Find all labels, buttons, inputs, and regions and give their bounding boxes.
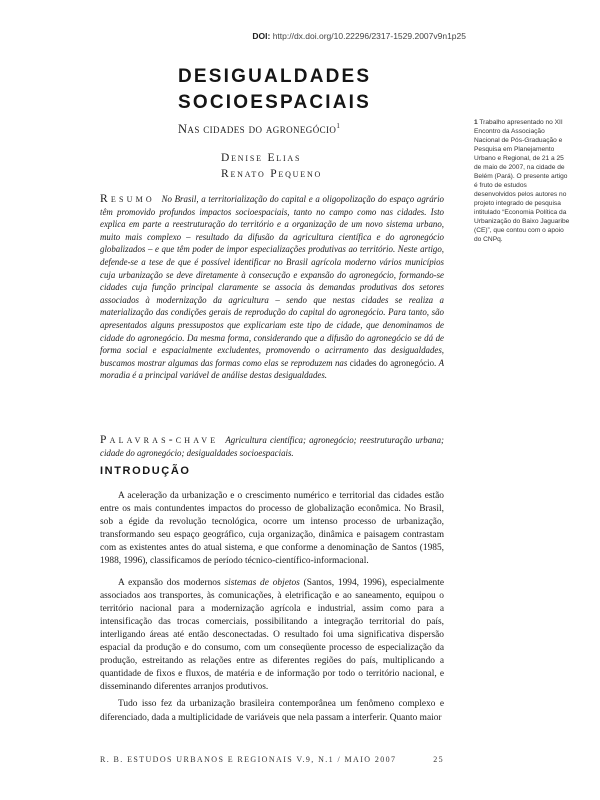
paragraph: Tudo isso fez da urbanização brasileira contemporânea um fenômeno complexo e diferenciado, dada a multiplicidade de variáveis que nela passam a interferir. Quanto maior (100, 699, 444, 723)
subtitle-text: Nas cidades do agronegócio (178, 122, 337, 137)
abstract-label: Resumo (100, 193, 155, 205)
footnote-number: 1 (474, 119, 478, 126)
paragraph-text: (Santos, 1994, 1996), especialmente associados aos transportes, às comunicações, à eletrificação e ao saneamento, equipou o território nacional para a modernização agrícola e industrial, assim como para a intensificação das trocas comerciais, possibilitando a integração territorial do país, interligando áreas até então desconectadas. O resultado foi uma significativa dispersão espacial da produção e do consumo, com um conseqüente processo de especialização da produção, estreitando as relações entre as diferentes regiões do país, multiplicando a quantidade de fixos e fluxos, de matéria e de informação por todo o território nacional, e disseminando diferentes arranjos produtivos. (100, 577, 444, 693)
title-line-1: DESIGUALDADES (178, 66, 372, 87)
author-name: Denise Elias (221, 152, 302, 164)
footnote-text: Trabalho apresentado no XII Encontro da Associação Nacional de Pós-Graduação e Pesquisa em Planejamento Urbano e Regional, de 21 a 25 de maio de 2007, na cidade de Belém (Pará). O presente artigo é fruto de estudos desenvolvidos pelos autores no projeto integrado de pesquisa intitulado “Economia Política da Urbanização do Baixo Jaguaribe (CE)”, que contou com o apoio do CNPq. (474, 119, 570, 243)
keywords-text: Agricultura científica; agronegócio; reestruturação urbana; cidade do agronegócio; desigualdades socioespaciais. (100, 435, 444, 458)
paragraph (100, 577, 444, 695)
paragraph-text: A expansão dos modernos (118, 577, 221, 588)
author-name: Renato Pequeno (221, 168, 323, 180)
abstract-text-end: A moradia é a principal variável de análise destas desigualdades. (100, 357, 445, 381)
doi-link[interactable]: http://dx.doi.org/10.22296/2317-1529.2007v9n1p25 (272, 31, 466, 41)
article-title (178, 64, 371, 116)
emphasis: sistemas de objetos (224, 577, 300, 588)
page-footer (100, 755, 444, 764)
doi-label: DOI: (252, 31, 271, 41)
section-heading: INTRODUÇÃO (100, 465, 191, 477)
footnote (474, 118, 570, 244)
abstract (100, 193, 444, 382)
footnote-marker: 1 (336, 122, 341, 130)
keywords (100, 434, 444, 459)
doi-line (252, 31, 466, 41)
paragraph: A aceleração da urbanização e o crescimento numérico e territorial das cidades estão entre os mais contundentes impactos do processo de globalização econômica. No Brasil, sob a égide da revolução tecnológica, ocorre um intenso processo de urbanização, transformando seu espaço geográfico, cuja organização, dinâmica e paisagem contrastam com as existentes antes do atual sistema, e que conforme a denominação de Santos (1985, 1988, 1996), classificamos de período técnico-científico-informacional. (100, 491, 444, 567)
article-subtitle (178, 122, 340, 137)
abstract-text: No Brasil, a territorialização do capital e a oligopolização do espaço agrário têm promovido profundos impactos socioespaciais, tanto no campo como nas cidades. Isto explica em parte a reestruturação do território e a organização de um novo sistema urbano, muito mais complexo – resultado da difusão da agricultura científica e do agronegócio globalizados – e que têm poder de impor especializações produtivas ao território. Neste artigo, defende-se a tese de que é possível identificar no Brasil agrícola moderno vários municípios cuja urbanização se deve diretamente à consecução e expansão do agronegócio, formando-se cidades cuja função principal claramente se associa às demandas produtivas dos setores associados à modernização da agricultura – sendo que nestas cidades se realiza a materialização das condições gerais de reprodução do capital do agronegócio. Para tanto, são apresentados alguns pressupostos que explicariam este tipo de cidade, que denominamos de cidade do agronegócio. Da mesma forma, considerando que a difusão do agronegócio se dá de forma social e espacialmente excludentes, promovendo o acirramento das desigualdades, buscamos mostrar algumas das formas como elas se reproduzem nas (100, 194, 444, 368)
abstract-text-plain: cidades do agronegócio. (349, 357, 437, 368)
journal-citation: R. B. ESTUDOS URBANOS E REGIONAIS V.9, N.1 / MAIO 2007 (100, 755, 397, 764)
body-text (100, 490, 444, 729)
page-number: 25 (433, 755, 444, 764)
keywords-label: Palavras-chave (100, 434, 219, 446)
authors (221, 150, 322, 182)
title-line-2: SOCIOESPACIAIS (178, 92, 372, 113)
